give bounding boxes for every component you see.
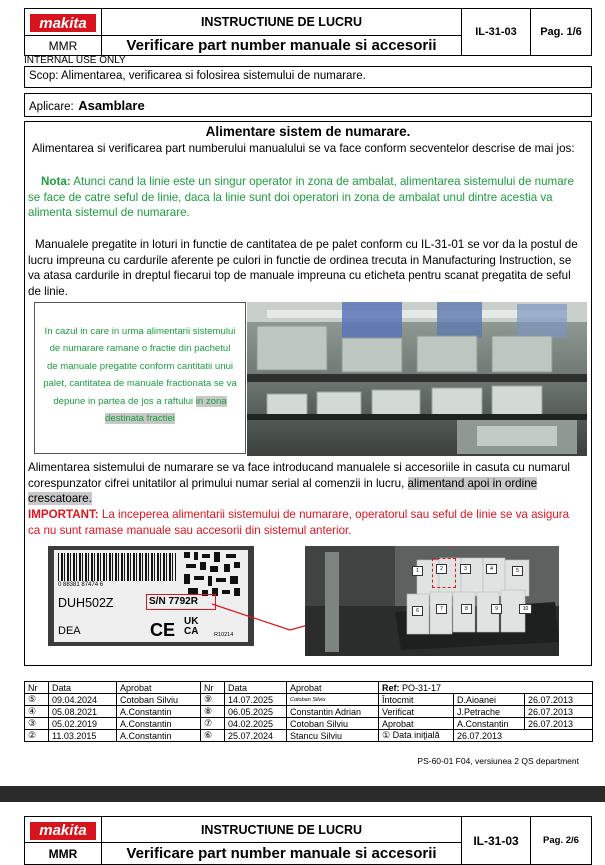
bin-label-9: 9 [491, 604, 502, 614]
initial-date: 26.07.2013 [454, 730, 593, 742]
revision-table [24, 681, 593, 742]
note-text: Atunci cand la linie este un singur operator in zona de ambalat, alimentarea sistemului de numare se face de catre seful de linie, daca la linie sunt doi operatori in zona de ambalat unul dintre acestia va alimenta sistemul de numarare. [28, 175, 574, 219]
rev-date: 05.02.2019 [49, 718, 117, 730]
manuals-text: Manualele pregatite in loturi in functie de cantitatea de pe palet conform cu IL-31-01 se vor da la postul de lucru impreuna cu cardurile aferente pe culori in functie de ordinea trecuta in Manufacturing Instruction, se va atasa cardurile in dreptul fiecarui top de manuale impreuna cu eticheta pentru scanat pregatita de seful de linie. [28, 238, 578, 298]
bin-label-3: 3 [460, 564, 471, 574]
model-number: DUH502Z [58, 596, 114, 610]
scope-text: Alimentarea, verificarea si folosirea sistemului de numarare. [60, 70, 366, 82]
col-data-2: Data [225, 682, 287, 694]
doc-code-2: IL-31-03 [462, 817, 531, 865]
makita-logo: makita [30, 14, 96, 32]
bins-photo [305, 546, 559, 656]
rev-approver: A.Constantin [117, 718, 201, 730]
rev-approver: Cotoban Silviu [117, 694, 201, 706]
ref-cell [379, 682, 593, 694]
page-number: Pag. 1/6 [531, 9, 592, 56]
table-row [25, 730, 593, 742]
ref-value: PO-31-17 [402, 682, 442, 693]
dept-2: MMR [25, 843, 102, 865]
col-aprobat: Aprobat [117, 682, 201, 694]
role-date: 26.07.2013 [525, 694, 593, 706]
dea-code: DEA [58, 625, 81, 637]
ref-label: Ref: [382, 682, 400, 693]
rev-approver: A.Constantin [117, 730, 201, 742]
rev-approver-2: Stancu Silviu [287, 730, 379, 742]
bin-label-6: 6 [412, 606, 423, 616]
role-name: D.Aioanei [454, 694, 525, 706]
intro-text: Alimentarea si verificarea part numberului manualului se va face conform secventelor descrise de mai jos: [32, 142, 575, 155]
table-row [25, 718, 593, 730]
rev-approver: A.Constantin [117, 706, 201, 718]
bin-label-1: 1 [412, 566, 423, 576]
bin-label-10: 10 [519, 604, 532, 614]
rev-nr: ⑤ [25, 694, 49, 706]
rev-date-2: 06.05.2025 [225, 706, 287, 718]
bin-label-4: 4 [486, 564, 497, 574]
bin-label-7: 7 [436, 604, 447, 614]
arrow-line-lower [212, 604, 290, 630]
important-text: La inceperea alimentarii sistemului de numarare, operatorul sau seful de linie se va asigura ca nu sunt ramase manuale sau accesorii din sistemul anterior. [28, 508, 570, 537]
rev-approver-2-signature: Cotoban Silviu [287, 694, 379, 706]
note-label: Nota: [41, 175, 71, 188]
revision-header-row [25, 682, 593, 694]
footer-form-code: PS-60-01 F04, versiunea 2 QS department [417, 756, 579, 766]
col-data: Data [49, 682, 117, 694]
callout-text: In cazul in care in urma alimentarii sistemului de numarare ramane o fractie din pachetul de manuale pregatite conform cantitatii unui palet, cantitatea de manuale fractionata se va depune in partea de jos a raftului [43, 326, 237, 407]
rev-nr-2: ⑥ [201, 730, 225, 742]
rev-approver-2: Constantin Adrian [287, 706, 379, 718]
scope-label: Scop: [29, 70, 59, 82]
important-label: IMPORTANT: [28, 508, 99, 521]
role: ① Data iniţială [379, 730, 454, 742]
role-date: 26.07.2013 [525, 718, 593, 730]
serial-number: S/N 7792R [149, 596, 198, 607]
section-title: Alimentare sistem de numarare. [205, 124, 411, 139]
rev-date-2: 14.07.2025 [225, 694, 287, 706]
role-name: A.Constantin [454, 718, 525, 730]
logo-cell-2 [25, 817, 102, 843]
rev-date-2: 25.07.2024 [225, 730, 287, 742]
rev-nr-2: ⑦ [201, 718, 225, 730]
doc-type: INSTRUCTIUNE DE LUCRU [102, 9, 462, 36]
role-date: 26.07.2013 [525, 706, 593, 718]
doc-code: IL-31-03 [462, 9, 531, 56]
table-row [25, 706, 593, 718]
col-aprobat-2: Aprobat [287, 682, 379, 694]
barcode-digits: 0 88381 87474 6 [58, 582, 104, 588]
role: Verificat [379, 706, 454, 718]
page-2-header [24, 816, 592, 865]
col-nr: Nr [25, 682, 49, 694]
bin-label-5: 5 [512, 566, 523, 576]
application-label: Aplicare: [29, 101, 74, 113]
rev-approver-2: Cotoban Silviu [287, 718, 379, 730]
rev-date-2: 04.02.2025 [225, 718, 287, 730]
rev-nr: ② [25, 730, 49, 742]
application-value: Asamblare [78, 98, 145, 113]
rev-nr-2: ⑨ [201, 694, 225, 706]
table-row [25, 694, 593, 706]
dept: MMR [25, 36, 102, 56]
feed-text: Alimentarea sistemului de numarare se va face introducand manualele si accesoriile in casuta cu numarul corespunzator cifrei unitatilor al primului numar serial al comenzii in lucru, [28, 461, 570, 490]
rev-nr: ③ [25, 718, 49, 730]
callout-highlight: in zona destinata fractiei [105, 395, 227, 425]
role-name: J.Petrache [454, 706, 525, 718]
rev-nr-2: ⑧ [201, 706, 225, 718]
doc-title: Verificare part number manuale si accesorii [102, 36, 462, 56]
label-small-code: R10214 [214, 632, 234, 638]
rev-date: 09.04.2024 [49, 694, 117, 706]
role: Întocmit [379, 694, 454, 706]
doc-type-2: INSTRUCTIUNE DE LUCRU [102, 817, 462, 843]
ukca-mark: UK CA [184, 616, 199, 637]
rev-date: 11.03.2015 [49, 730, 117, 742]
makita-logo-2: makita [30, 822, 96, 840]
col-nr-2: Nr [201, 682, 225, 694]
ce-mark: CE [150, 620, 176, 640]
doc-title-2: Verificare part number manuale si accesorii [102, 843, 462, 865]
bin-label-8: 8 [461, 604, 472, 614]
page-number-2: Pag. 2/6 [531, 817, 592, 865]
page-separator [0, 786, 605, 802]
bin-label-2: 2 [436, 564, 447, 574]
rev-date: 05.08.2021 [49, 706, 117, 718]
feed-highlight: alimentand apoi in ordine crescatoare. [28, 476, 538, 505]
rev-nr: ④ [25, 706, 49, 718]
role: Aprobat [379, 718, 454, 730]
internal-use-label: INTERNAL USE ONLY [24, 55, 126, 66]
